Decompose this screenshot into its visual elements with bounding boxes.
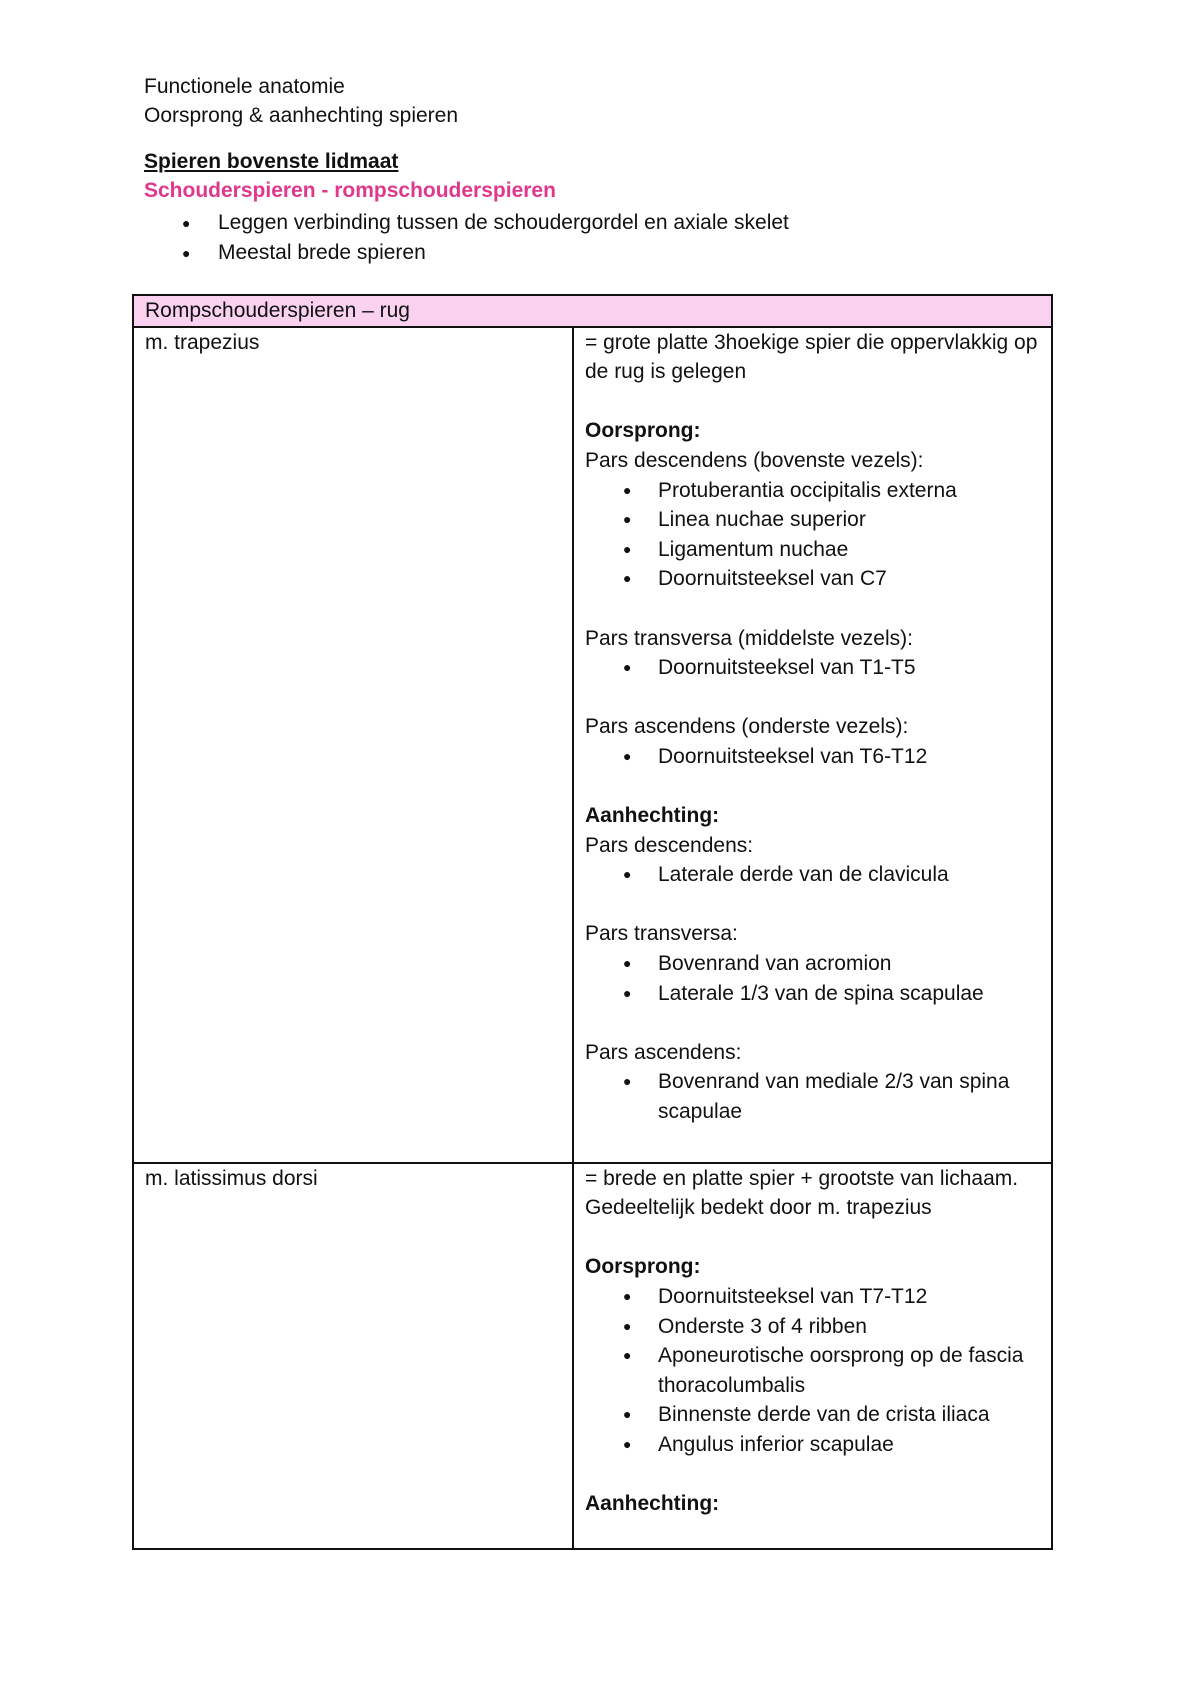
muscle-name: m. latissimus dorsi — [133, 1163, 573, 1549]
list-item: ● Doornuitsteeksel van C7 — [585, 564, 1041, 594]
intro-bullet-list — [144, 208, 789, 268]
list-item: ● Protuberantia occipitalis externa — [585, 476, 1041, 506]
origin-heading: Oorsprong: — [585, 1255, 701, 1279]
list-item: ● Bovenrand van mediale 2/3 van spina scapulae — [585, 1067, 1041, 1126]
table-header: Rompschouderspieren – rug — [133, 295, 1052, 327]
section-subtitle: Schouderspieren - rompschouderspieren — [144, 179, 556, 202]
muscle-details — [573, 1163, 1052, 1549]
document-title: Functionele anatomie — [144, 75, 345, 98]
part-label: Pars transversa (middelste vezels): — [585, 626, 913, 650]
part-label: Pars ascendens: — [585, 1040, 742, 1064]
document-subtitle: Oorsprong & aanhechting spieren — [144, 104, 459, 127]
muscle-description: = grote platte 3hoekige spier die oppervlakkig op de rug is gelegen — [585, 330, 1038, 384]
list-item: ● Leggen verbinding tussen de schoudergordel en axiale skelet — [144, 208, 789, 238]
muscle-description: = brede en platte spier + grootste van lichaam. Gedeeltelijk bedekt door m. trapezius — [585, 1166, 1019, 1220]
list-item: ● Aponeurotische oorsprong op de fascia thoracolumbalis — [585, 1341, 1041, 1400]
origin-heading: Oorsprong: — [585, 419, 701, 443]
part-label: Pars descendens: — [585, 833, 754, 857]
list-item: ● Bovenrand van acromion — [585, 949, 1041, 979]
list-item: ● Linea nuchae superior — [585, 505, 1041, 535]
list-item: ● Laterale derde van de clavicula — [585, 860, 1041, 890]
list-item: ● Angulus inferior scapulae — [585, 1430, 1041, 1460]
list-item: ● Doornuitsteeksel van T7-T12 — [585, 1282, 1041, 1312]
list-item: ● Meestal brede spieren — [144, 238, 789, 268]
part-label: Pars transversa: — [585, 922, 738, 946]
muscle-table — [132, 294, 1053, 1550]
list-item: ● Onderste 3 of 4 ribben — [585, 1312, 1041, 1342]
muscle-name: m. trapezius — [133, 327, 573, 1163]
list-item: ● Laterale 1/3 van de spina scapulae — [585, 979, 1041, 1009]
list-item: ● Doornuitsteeksel van T1-T5 — [585, 653, 1041, 683]
list-item: ● Ligamentum nuchae — [585, 535, 1041, 565]
part-label: Pars ascendens (onderste vezels): — [585, 715, 909, 739]
muscle-details — [573, 327, 1052, 1163]
section-title: Spieren bovenste lidmaat — [144, 150, 399, 173]
table-row — [133, 327, 1052, 1163]
list-item: ● Doornuitsteeksel van T6-T12 — [585, 742, 1041, 772]
part-label: Pars descendens (bovenste vezels): — [585, 448, 924, 472]
table-row — [133, 1163, 1052, 1549]
list-item: ● Binnenste derde van de crista iliaca — [585, 1400, 1041, 1430]
insertion-heading: Aanhechting: — [585, 1492, 720, 1516]
insertion-heading: Aanhechting: — [585, 804, 720, 828]
